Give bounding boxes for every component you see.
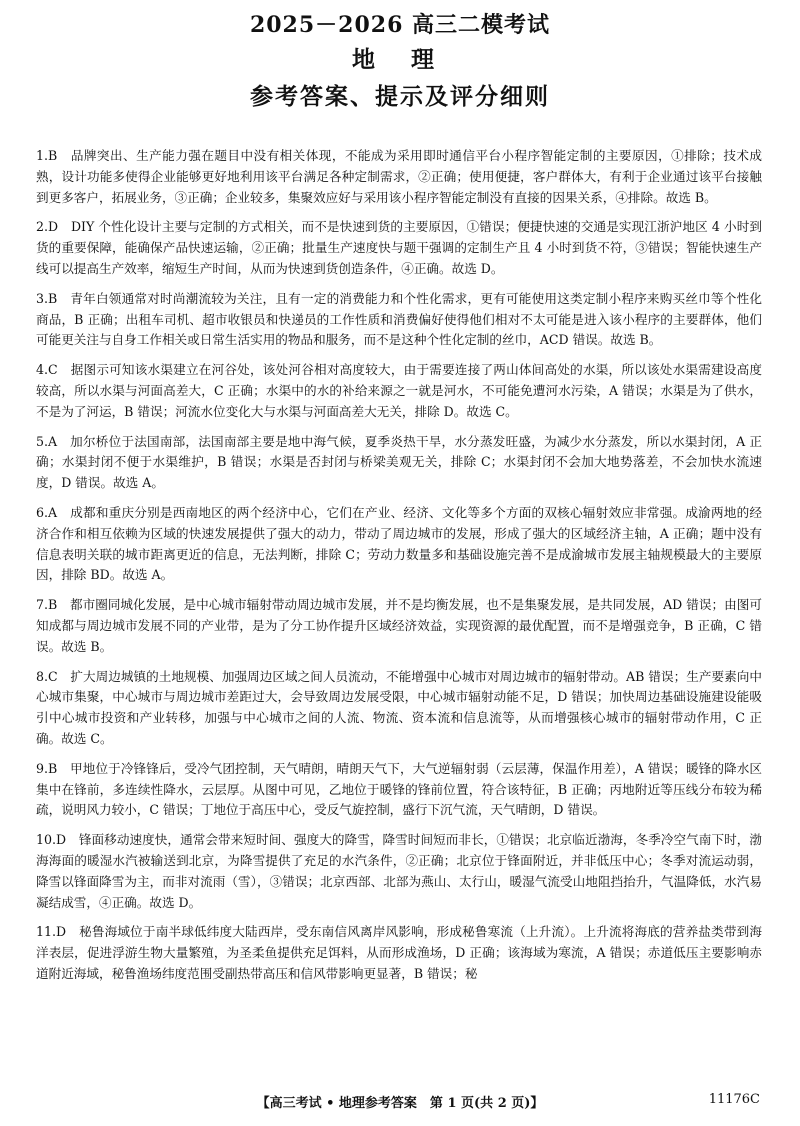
answer-choice: D <box>48 219 59 235</box>
answer-number: 2. <box>36 219 49 235</box>
answer-explanation: 扩大周边城镇的土地规模、加强周边区域之间人员流动，不能增强中心城市对周边城市的辐射带动。AB 错误；生产要素向中心城市集聚，中心城市与周边城市差距过大，会导致周边发展受限，中心城市辐射动能不足，D 错误；加快周边基础设施建设能吸引中心城市投资和产业转移，加强与中心城市之间的人流、物流、资本流和信息流等，从而增强核心城市的辐射带动作用，C 正确。故选 C。 <box>36 668 763 746</box>
answer-item <box>36 503 762 586</box>
answer-choice: A <box>48 433 58 449</box>
document-title: 参考答案、提示及评分细则 <box>250 83 550 110</box>
answer-explanation: DIY 个性化设计主要与定制的方式相关，而不是快速到货的主要原因，①错误；便捷快速的交通是实现江浙沪地区 4 小时到货的重要保障，能确保产品快速运输，②正确；批量生产速度快与题干强调的定制生产且 4 小时到货不符，③错误；智能快速生产线可以提高生产效率，缩短生产时间，从而为快速到货创造条件，④正确。故选 D。 <box>36 219 762 276</box>
answer-item <box>36 217 762 279</box>
answer-list <box>36 146 762 994</box>
answer-explanation: 成都和重庆分别是西南地区的两个经济中心，它们在产业、经济、文化等多个方面的双核心辐射效应非常强。成渝两地的经济合作和相互依赖为区域的快速发展提供了强大的动力，带动了周边城市的发展，形成了强大的区域经济主轴，A 正确；题中没有信息表明关联的城市距离更近的信息，无法判断，排除 C；劳动力数量多和基础设施完善不是成渝城市发展主轴规模最大的主要原因，排除 BD。故选 A。 <box>36 504 763 583</box>
answer-item <box>36 922 762 984</box>
answer-item <box>36 759 762 821</box>
answer-item <box>36 830 762 913</box>
document-header <box>0 0 800 116</box>
answer-choice: D <box>56 924 67 940</box>
answer-number: 9. <box>36 760 49 776</box>
answer-choice: B <box>48 290 58 306</box>
answer-number: 4. <box>36 362 49 378</box>
answer-explanation: 青年白领通常对时尚潮流较为关注，且有一定的消费能力和个性化需求，更有可能使用这类定制小程序来购买丝巾等个性化商品，B 正确；出租车司机、超市收银员和快递员的工作性质和消费偏好使得他们相对不太可能是进入该小程序的主要群体，他们可能更关注与自身工作相关或日常生活实用的物品和服务，而不是这种个性化定制的丝巾，ACD 错误。故选 B。 <box>36 290 763 348</box>
answer-choice: B <box>48 148 58 163</box>
answer-choice: D <box>56 832 67 848</box>
answer-item <box>36 595 762 657</box>
answer-explanation: 品牌突出、生产能力强在题目中没有相关体现，不能成为采用即时通信平台小程序智能定制的主要原因，①排除；技术成熟，设计功能多使得企业能够更好地利用该平台满足各种定制需求，②正确；使用便捷，客户群体大，有利于企业通过该平台接触到更多客户，拓展业务，③正确；企业较多，集聚效应好与采用该小程序智能定制没有直接的因果关系，④排除。故选 B。 <box>36 148 763 205</box>
answer-explanation: 锋面移动速度快，通常会带来短时间、强度大的降雪，降雪时间短而非长，①错误；北京临近渤海，冬季冷空气南下时，渤海海面的暖湿水汽被输送到北京，为降雪提供了充足的水汽条件，②正确；北京位于锋面附近，并非低压中心；冬季对流运动弱，降雪以锋面降雪为主，而非对流雨（雪），③错误；北京西部、北部为燕山、太行山，暖湿气流受山地阻挡抬升，气温降低，水汽易凝结成雪，④正确。故选 D。 <box>36 832 763 910</box>
answer-number: 5. <box>36 433 49 449</box>
answer-number: 1. <box>36 148 49 163</box>
answer-number: 3. <box>36 290 49 306</box>
answer-item <box>36 667 762 750</box>
answer-explanation: 甲地位于冷锋锋后，受冷气团控制，天气晴朗，晴朗天气下，大气逆辐射弱（云层薄，保温作用差），A 错误；暖锋的降水区集中在锋前，多连续性降水，云层厚。从图中可见，乙地位于暖锋的锋前位置，符合该特征，B 正确；丙地附近等压线分布较为稀疏，说明风力较小，C 错误；丁地位于高压中心，受反气旋控制，盛行下沉气流，天气晴朗，D 错误。 <box>36 760 762 818</box>
answer-choice: C <box>48 668 58 684</box>
answer-number: 10. <box>36 832 57 848</box>
answer-choice: B <box>48 597 58 613</box>
subject-title: 地 理 <box>351 46 448 73</box>
answer-explanation: 秘鲁海域位于南半球低纬度大陆西岸，受东南信风离岸风影响，形成秘鲁寒流（上升流）。上升流将海底的营养盐类带到海洋表层，促进浮游生物大量繁殖，为圣柔鱼提供充足饵料，从而形成渔场，D 正确；该海域为寒流，A 错误；赤道低压主要影响赤道附近海域，秘鲁渔场纬度范围受副热带高压和信风带影响更显著，B 错误；秘 <box>36 924 763 981</box>
answer-item <box>36 432 762 494</box>
answer-explanation: 都市圈同城化发展，是中心城市辐射带动周边城市发展，并不是均衡发展，也不是集聚发展，是共同发展，AD 错误；由图可知成都与周边城市发展不同的产业带，是为了分工协作提升区域经济效益，实现资源的最优配置，而不是增强竞争，B 正确，C 错误。故选 B。 <box>36 597 763 654</box>
answer-item <box>36 289 762 351</box>
answer-choice: B <box>48 760 58 776</box>
page-footer <box>0 1092 800 1114</box>
answer-explanation: 加尔桥位于法国南部，法国南部主要是地中海气候，夏季炎热干旱，水分蒸发旺盛，为减少水分蒸发，所以水渠封闭，A 正确；水渠封闭不便于水渠维护，B 错误；水渠是否封闭与桥梁美观无关，排除 C；水渠封闭不会加大地势落差，不会加快水流速度，D 错误。故选 A。 <box>36 433 763 491</box>
answer-choice: A <box>48 504 58 520</box>
answer-choice: C <box>48 362 58 378</box>
footer-page-info: 【高三考试 • 地理参考答案 第 1 页(共 2 页)】 <box>256 1096 544 1111</box>
footer-doc-code: 11176C <box>708 1092 760 1107</box>
answer-explanation: 据图示可知该水渠建立在河谷处，该处河谷相对高度较大，由于需要连接了两山体间高处的水渠，所以该处水渠需建设高度较高，所以水渠与河面高差大，C 正确；水渠中的水的补给来源之一就是河水，不可能免遭河水污染，A 错误；水渠是为了供水，不是为了河运，B 错误；河流水位变化大与水渠与河面高差大无关，排除 D。故选 C。 <box>36 362 763 419</box>
answer-item <box>36 360 762 422</box>
answer-number: 7. <box>36 597 49 613</box>
answer-item <box>36 146 762 208</box>
answer-number: 6. <box>36 504 49 520</box>
answer-number: 8. <box>36 668 49 684</box>
exam-title: 2025－2026 高三二模考试 <box>249 12 551 38</box>
answer-number: 11. <box>36 924 57 940</box>
